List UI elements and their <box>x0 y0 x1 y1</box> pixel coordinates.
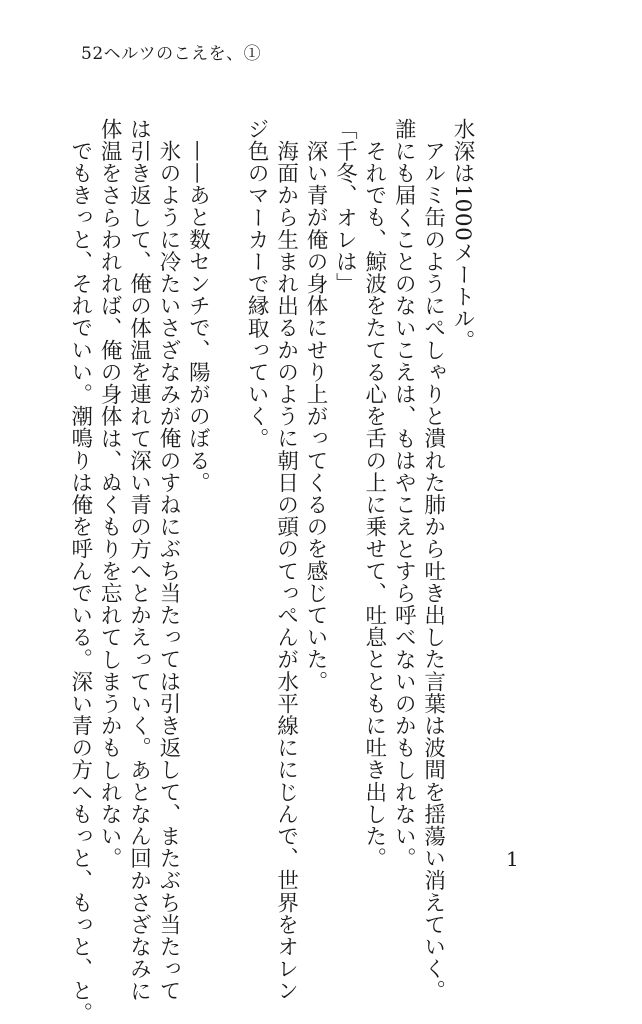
text-line: アルミ缶のようにぺしゃりと潰れた肺から吐き出した言葉は波間を揺蕩い消えていく。 <box>420 139 446 1002</box>
text-line: 「千冬、オレは」 <box>332 118 358 295</box>
text-line: ジ色のマーカーで縁取っていく。 <box>244 118 270 450</box>
page-number: 1 <box>506 847 519 871</box>
text-line: 体温をさらわれれば、俺の身体は、ぬくもりを忘れてしまうかもしれない。 <box>97 118 123 870</box>
vertical-body-text <box>65 118 477 1024</box>
text-line: でもきっと、それでいい。潮鳴りは俺を呼んでいる。深い青の方へもっと、もっと、と。 <box>67 139 93 1024</box>
running-header: 52ヘルツのこえを、① <box>81 44 262 64</box>
text-line: は引き返して、俺の体温を連れて深い青の方へとかえっていく。あとなん回かさざなみに <box>126 118 152 1002</box>
text-line: 氷のように冷たいさざなみが俺のすねにぶち当たっては引き返して、またぶち当たって <box>155 139 181 1002</box>
text-line: 海面から生まれ出るかのように朝日の頭のてっぺんが水平線ににじんで、世界をオレン <box>273 139 299 1002</box>
text-line: 深い青が俺の身体にせり上がってくるのを感じていた。 <box>302 139 328 692</box>
text-line: ——あと数センチで、陽がのぼる。 <box>185 139 211 494</box>
text-line: それでも、鯨波をたてる心を舌の上に乗せて、吐息とともに吐き出した。 <box>361 139 387 869</box>
text-line: 水深は1000メートル。 <box>450 118 475 352</box>
text-line: 誰にも届くことのないこえは、もはやこえとすら呼べないのかもしれない。 <box>391 118 417 870</box>
blank-line <box>212 118 241 838</box>
